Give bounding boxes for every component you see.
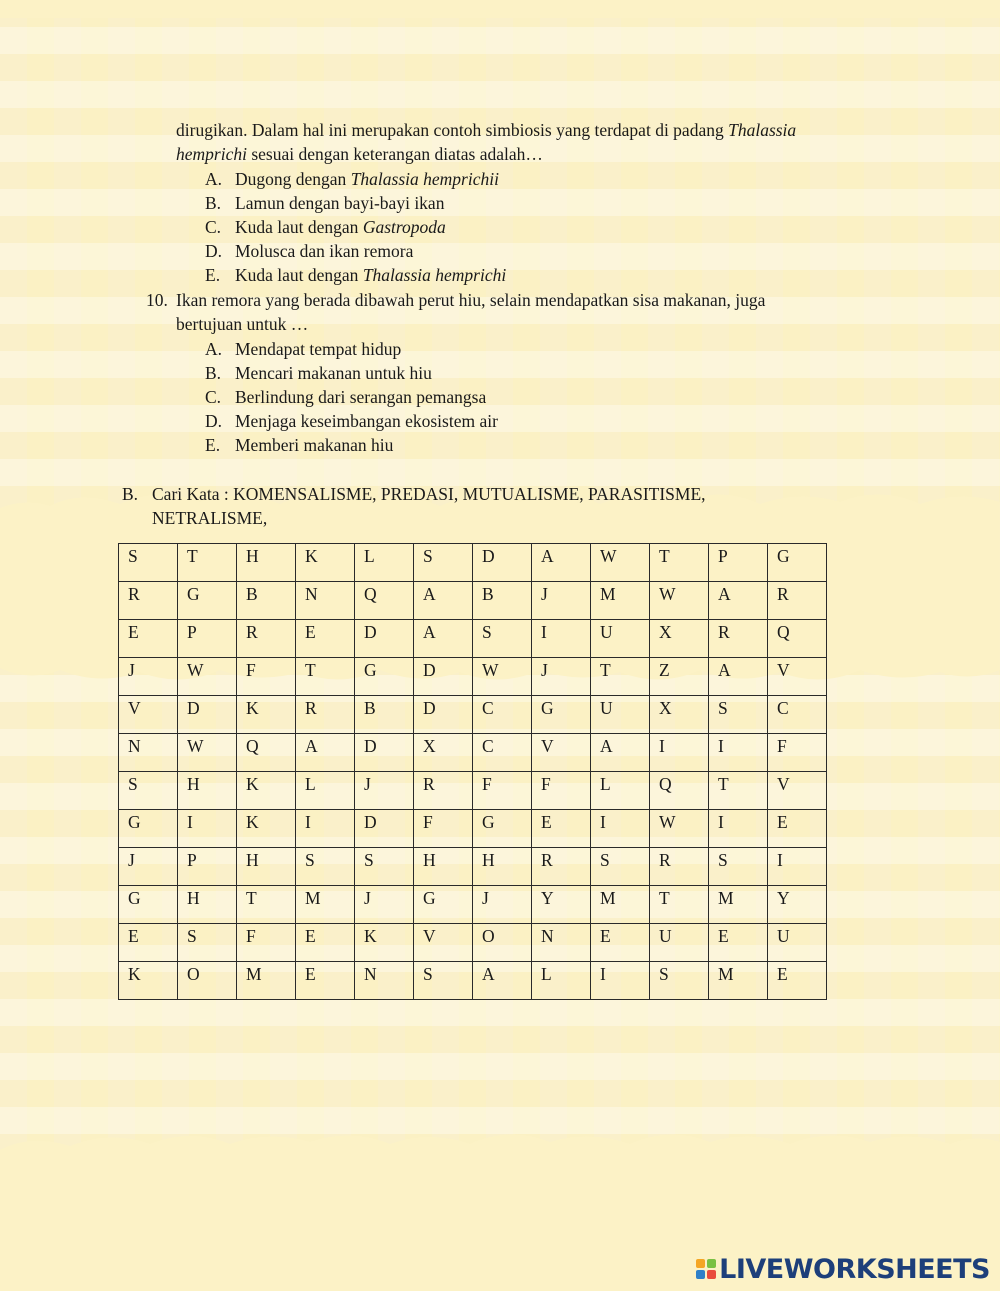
- grid-cell[interactable]: S: [709, 848, 768, 886]
- grid-cell[interactable]: T: [178, 544, 237, 582]
- grid-cell[interactable]: E: [591, 924, 650, 962]
- option-letter: E.: [205, 435, 221, 455]
- grid-cell[interactable]: P: [178, 620, 237, 658]
- grid-cell[interactable]: L: [532, 962, 591, 1000]
- grid-cell[interactable]: I: [296, 810, 355, 848]
- grid-cell[interactable]: X: [650, 696, 709, 734]
- option-text: Kuda laut dengan: [235, 265, 363, 285]
- grid-cell[interactable]: W: [650, 582, 709, 620]
- grid-cell[interactable]: R: [296, 696, 355, 734]
- option-text: Kuda laut dengan: [235, 217, 363, 237]
- grid-cell[interactable]: W: [650, 810, 709, 848]
- section-b-heading-line2: NETRALISME,: [152, 508, 268, 528]
- grid-cell[interactable]: T: [237, 886, 296, 924]
- q10-stem-line2: bertujuan untuk …: [176, 314, 309, 334]
- grid-cell[interactable]: S: [414, 544, 473, 582]
- grid-cell[interactable]: J: [355, 886, 414, 924]
- grid-cell[interactable]: V: [119, 696, 178, 734]
- brand-name: LIVEWORKSHEETS: [719, 1253, 990, 1285]
- grid-cell[interactable]: H: [237, 848, 296, 886]
- option-text: Menjaga keseimbangan ekosistem air: [235, 411, 498, 431]
- grid-cell[interactable]: S: [591, 848, 650, 886]
- grid-cell[interactable]: N: [296, 582, 355, 620]
- grid-cell[interactable]: R: [237, 620, 296, 658]
- grid-cell[interactable]: U: [591, 620, 650, 658]
- option-text: Memberi makanan hiu: [235, 435, 394, 455]
- grid-cell[interactable]: H: [414, 848, 473, 886]
- grid-cell[interactable]: B: [355, 696, 414, 734]
- q10-option-b[interactable]: [205, 361, 432, 385]
- grid-cell[interactable]: T: [591, 658, 650, 696]
- section-b-heading: [122, 482, 706, 506]
- grid-cell[interactable]: D: [414, 696, 473, 734]
- grid-cell[interactable]: L: [355, 544, 414, 582]
- option-italic: Gastropoda: [362, 217, 446, 237]
- grid-cell[interactable]: E: [768, 962, 827, 1000]
- option-letter: D.: [205, 411, 223, 431]
- option-italic: Thalassia hemprichii: [350, 169, 499, 189]
- logo-square-2: [707, 1259, 716, 1268]
- grid-cell[interactable]: E: [296, 962, 355, 1000]
- grid-cell[interactable]: I: [591, 810, 650, 848]
- section-b-instruction: Cari Kata : KOMENSALISME, PREDASI, MUTUALISME, PARASITISME,: [152, 484, 706, 504]
- grid-cell[interactable]: D: [355, 734, 414, 772]
- grid-cell[interactable]: A: [473, 962, 532, 1000]
- grid-cell[interactable]: K: [355, 924, 414, 962]
- q9-stem-text: dirugikan. Dalam hal ini merupakan contoh simbiosis yang terdapat di padang: [176, 120, 729, 140]
- grid-cell[interactable]: A: [709, 658, 768, 696]
- grid-row: [119, 962, 827, 1000]
- grid-cell[interactable]: H: [473, 848, 532, 886]
- grid-cell[interactable]: W: [473, 658, 532, 696]
- option-text: Mendapat tempat hidup: [235, 339, 402, 359]
- grid-cell[interactable]: E: [296, 620, 355, 658]
- grid-cell[interactable]: M: [237, 962, 296, 1000]
- q9-stem-line1: [176, 118, 796, 142]
- grid-cell[interactable]: G: [532, 696, 591, 734]
- grid-cell[interactable]: S: [473, 620, 532, 658]
- grid-cell[interactable]: N: [532, 924, 591, 962]
- grid-cell[interactable]: X: [414, 734, 473, 772]
- grid-cell[interactable]: S: [119, 772, 178, 810]
- q10-stem-text: Ikan remora yang berada dibawah perut hiu, selain mendapatkan sisa makanan, juga: [176, 290, 766, 310]
- grid-cell[interactable]: I: [709, 810, 768, 848]
- option-letter: B.: [205, 363, 222, 383]
- grid-cell[interactable]: C: [473, 734, 532, 772]
- grid-cell[interactable]: F: [237, 924, 296, 962]
- grid-cell[interactable]: Y: [768, 886, 827, 924]
- grid-cell[interactable]: Q: [237, 734, 296, 772]
- grid-cell[interactable]: S: [414, 962, 473, 1000]
- grid-cell[interactable]: G: [119, 886, 178, 924]
- grid-cell[interactable]: R: [709, 620, 768, 658]
- grid-cell[interactable]: V: [532, 734, 591, 772]
- grid-cell[interactable]: F: [237, 658, 296, 696]
- grid-cell[interactable]: Z: [650, 658, 709, 696]
- grid-cell[interactable]: E: [119, 620, 178, 658]
- grid-cell[interactable]: G: [768, 544, 827, 582]
- grid-cell[interactable]: I: [709, 734, 768, 772]
- option-letter: E.: [205, 265, 221, 285]
- grid-cell[interactable]: V: [768, 658, 827, 696]
- grid-cell[interactable]: T: [650, 544, 709, 582]
- grid-cell[interactable]: V: [768, 772, 827, 810]
- grid-cell[interactable]: J: [119, 658, 178, 696]
- grid-cell[interactable]: U: [650, 924, 709, 962]
- grid-row: [119, 886, 827, 924]
- grid-cell[interactable]: Y: [532, 886, 591, 924]
- q10-stem-line1: [146, 288, 765, 312]
- grid-row: [119, 772, 827, 810]
- grid-row: [119, 658, 827, 696]
- grid-cell[interactable]: W: [178, 734, 237, 772]
- option-letter: C.: [205, 387, 222, 407]
- grid-cell[interactable]: F: [473, 772, 532, 810]
- grid-cell[interactable]: I: [591, 962, 650, 1000]
- q9-stem-italic-2: hemprichi: [176, 144, 247, 164]
- grid-cell[interactable]: F: [532, 772, 591, 810]
- grid-cell[interactable]: U: [768, 924, 827, 962]
- grid-cell[interactable]: M: [709, 886, 768, 924]
- grid-cell[interactable]: D: [178, 696, 237, 734]
- grid-cell[interactable]: A: [532, 544, 591, 582]
- grid-cell[interactable]: Q: [355, 582, 414, 620]
- q9-stem-italic: Thalassia: [728, 120, 797, 140]
- grid-cell[interactable]: X: [650, 620, 709, 658]
- grid-cell[interactable]: T: [296, 658, 355, 696]
- grid-cell[interactable]: G: [414, 886, 473, 924]
- option-text: Mencari makanan untuk hiu: [235, 363, 432, 383]
- liveworksheets-logo: [696, 1252, 990, 1286]
- grid-cell[interactable]: B: [237, 582, 296, 620]
- grid-cell[interactable]: V: [414, 924, 473, 962]
- grid-cell[interactable]: G: [178, 582, 237, 620]
- option-letter: C.: [205, 217, 222, 237]
- grid-cell[interactable]: A: [414, 582, 473, 620]
- grid-cell[interactable]: F: [414, 810, 473, 848]
- grid-cell[interactable]: K: [237, 810, 296, 848]
- grid-cell[interactable]: K: [296, 544, 355, 582]
- grid-cell[interactable]: E: [296, 924, 355, 962]
- grid-cell[interactable]: R: [414, 772, 473, 810]
- grid-cell[interactable]: P: [709, 544, 768, 582]
- question-number: 10.: [146, 290, 168, 310]
- grid-row: [119, 924, 827, 962]
- grid-cell[interactable]: N: [355, 962, 414, 1000]
- grid-cell[interactable]: J: [532, 658, 591, 696]
- grid-cell[interactable]: C: [768, 696, 827, 734]
- option-text: Berlindung dari serangan pemangsa: [235, 387, 487, 407]
- option-letter: B.: [205, 193, 222, 213]
- q10-option-a[interactable]: [205, 337, 401, 361]
- grid-cell[interactable]: G: [119, 810, 178, 848]
- grid-cell[interactable]: G: [473, 810, 532, 848]
- logo-square-4: [707, 1270, 716, 1279]
- grid-cell[interactable]: Q: [768, 620, 827, 658]
- option-letter: D.: [205, 241, 223, 261]
- grid-cell[interactable]: S: [296, 848, 355, 886]
- q9-option-a[interactable]: [205, 167, 499, 191]
- q10-option-d[interactable]: [205, 409, 498, 433]
- grid-cell[interactable]: S: [709, 696, 768, 734]
- option-text: Molusca dan ikan remora: [235, 241, 414, 261]
- q9-option-b[interactable]: [205, 191, 444, 215]
- grid-cell[interactable]: D: [355, 810, 414, 848]
- grid-cell[interactable]: D: [473, 544, 532, 582]
- grid-row: [119, 544, 827, 582]
- grid-cell[interactable]: D: [355, 620, 414, 658]
- word-search-grid: [118, 543, 827, 1000]
- grid-cell[interactable]: O: [178, 962, 237, 1000]
- option-text: Dugong dengan: [235, 169, 351, 189]
- grid-cell[interactable]: R: [532, 848, 591, 886]
- q10-option-c[interactable]: [205, 385, 486, 409]
- grid-cell[interactable]: T: [709, 772, 768, 810]
- grid-cell[interactable]: W: [178, 658, 237, 696]
- grid-cell[interactable]: S: [355, 848, 414, 886]
- grid-cell[interactable]: I: [650, 734, 709, 772]
- q9-stem-line2: [176, 142, 543, 166]
- option-letter: A.: [205, 339, 223, 359]
- grid-row: [119, 848, 827, 886]
- grid-cell[interactable]: I: [532, 620, 591, 658]
- q9-option-c[interactable]: [205, 215, 446, 239]
- grid-cell[interactable]: E: [768, 810, 827, 848]
- grid-cell[interactable]: R: [119, 582, 178, 620]
- grid-cell[interactable]: A: [709, 582, 768, 620]
- grid-cell[interactable]: A: [591, 734, 650, 772]
- grid-cell[interactable]: W: [591, 544, 650, 582]
- grid-cell[interactable]: J: [473, 886, 532, 924]
- q9-option-e[interactable]: [205, 263, 506, 287]
- grid-cell[interactable]: E: [119, 924, 178, 962]
- grid-cell[interactable]: A: [414, 620, 473, 658]
- liveworksheets-logo-icon: [696, 1259, 716, 1279]
- grid-cell[interactable]: F: [768, 734, 827, 772]
- grid-row: [119, 734, 827, 772]
- option-letter: A.: [205, 169, 223, 189]
- grid-cell[interactable]: Q: [650, 772, 709, 810]
- grid-cell[interactable]: U: [591, 696, 650, 734]
- q10-option-e[interactable]: [205, 433, 393, 457]
- grid-cell[interactable]: R: [768, 582, 827, 620]
- grid-row: [119, 620, 827, 658]
- grid-cell[interactable]: J: [119, 848, 178, 886]
- grid-cell[interactable]: M: [709, 962, 768, 1000]
- grid-cell[interactable]: R: [650, 848, 709, 886]
- grid-cell[interactable]: L: [591, 772, 650, 810]
- option-text: Lamun dengan bayi-bayi ikan: [235, 193, 445, 213]
- q9-option-d[interactable]: [205, 239, 413, 263]
- grid-cell[interactable]: J: [532, 582, 591, 620]
- grid-cell[interactable]: K: [237, 696, 296, 734]
- grid-cell[interactable]: A: [296, 734, 355, 772]
- grid-cell[interactable]: S: [178, 924, 237, 962]
- grid-cell[interactable]: I: [178, 810, 237, 848]
- grid-cell[interactable]: D: [414, 658, 473, 696]
- grid-row: [119, 696, 827, 734]
- grid-cell[interactable]: H: [178, 886, 237, 924]
- grid-cell[interactable]: C: [473, 696, 532, 734]
- logo-square-1: [696, 1259, 705, 1268]
- grid-cell[interactable]: N: [119, 734, 178, 772]
- grid-cell[interactable]: M: [296, 886, 355, 924]
- grid-cell[interactable]: E: [709, 924, 768, 962]
- grid-cell[interactable]: S: [650, 962, 709, 1000]
- q9-stem-text-2: sesuai dengan keterangan diatas adalah…: [246, 144, 543, 164]
- grid-cell[interactable]: H: [178, 772, 237, 810]
- grid-cell[interactable]: J: [355, 772, 414, 810]
- grid-cell[interactable]: L: [296, 772, 355, 810]
- grid-cell[interactable]: G: [355, 658, 414, 696]
- grid-row: [119, 582, 827, 620]
- grid-cell[interactable]: K: [237, 772, 296, 810]
- grid-cell[interactable]: I: [768, 848, 827, 886]
- grid-cell[interactable]: K: [119, 962, 178, 1000]
- grid-cell[interactable]: O: [473, 924, 532, 962]
- grid-cell[interactable]: H: [237, 544, 296, 582]
- grid-cell[interactable]: M: [591, 886, 650, 924]
- grid-cell[interactable]: E: [532, 810, 591, 848]
- grid-cell[interactable]: T: [650, 886, 709, 924]
- section-letter: B.: [122, 484, 139, 504]
- grid-cell[interactable]: S: [119, 544, 178, 582]
- grid-cell[interactable]: B: [473, 582, 532, 620]
- grid-cell[interactable]: P: [178, 848, 237, 886]
- grid-cell[interactable]: M: [591, 582, 650, 620]
- logo-square-3: [696, 1270, 705, 1279]
- option-italic: Thalassia hemprichi: [362, 265, 507, 285]
- grid-row: [119, 810, 827, 848]
